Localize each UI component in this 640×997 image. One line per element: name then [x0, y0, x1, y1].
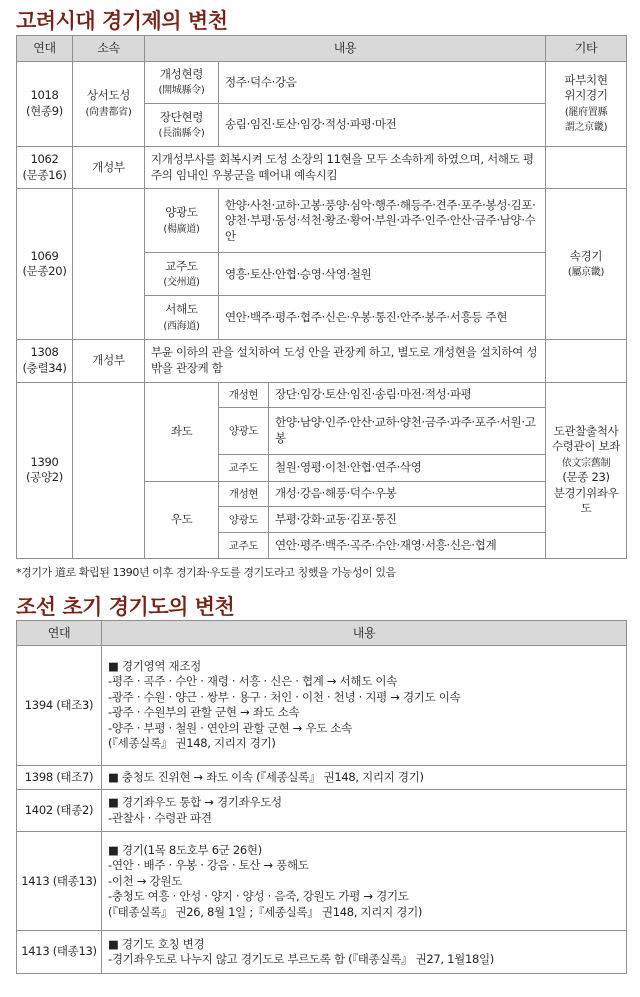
joseon-header-year: 연대 — [17, 621, 102, 646]
sub-gaeseong: 개성현령 (開城縣令) — [145, 61, 219, 103]
content-1069-2: 영흥·토산·안협·승영·삭영·철원 — [219, 253, 546, 296]
year-1018: 1018 (현종9) — [17, 61, 73, 146]
etc-1390: 도관찰출척사 수령관이 보좌 依文宗舊制 (문종 23) 분경기위좌우도 — [546, 382, 627, 558]
jwado-gyoju: 교주도 — [219, 454, 269, 481]
etc-1062 — [546, 147, 627, 189]
jwado-yanggwang-content: 한양·남양·인주·안산·교하·양천·금주·과주·포주·서원·고봉 — [269, 407, 546, 454]
sub-yanggwang: 양광도 (楊廣道) — [145, 189, 219, 253]
jwado-gyoju-content: 철원·영평·이천·안협·연주·삭영 — [269, 454, 546, 481]
content-1069-1: 한양·사천·교하·고봉·풍양·심악·행주·해등주·견주·포주·봉성·김포·양천·부평·동성·석천·황조·황어·부원·과주·인주·안산·금주·남양·수안 — [219, 189, 546, 253]
jwado-gaeseong: 개성현 — [219, 382, 269, 407]
affil-1390 — [73, 382, 145, 558]
header-affiliation: 소속 — [73, 36, 145, 62]
etc-1018: 파부치현 위지경기 (罷府置縣 謂之京畿) — [546, 61, 627, 146]
content-1018-2: 송림·임진·토산·임강·적성·파평·마전 — [219, 103, 546, 146]
header-year: 연대 — [17, 36, 73, 62]
content-1308: 부윤 이하의 관을 설치하여 도성 안을 관장케 하고, 별도로 개성현을 설치하여 성 밖을 관장케 함 — [145, 339, 546, 382]
affil-1069 — [73, 189, 145, 339]
goryeo-title: 고려시대 경기제의 변천 — [16, 9, 228, 33]
joseon-year-1394: 1394 (태조3) — [17, 646, 102, 765]
jwado-gaeseong-content: 장단·임강·토산·임진·송림·마전·적성·파평 — [269, 382, 546, 407]
year-1062: 1062 (문종16) — [17, 147, 73, 189]
udo-gyoju-content: 연안·평주·백주·곡주·수안·재영·서흥·신은·협계 — [269, 533, 546, 559]
joseon-year-1402: 1402 (태종2) — [17, 789, 102, 831]
header-etc: 기타 — [546, 36, 627, 62]
content-1062: 지개성부사를 회복시켜 도성 소장의 11현을 모두 소속하게 하였으며, 서해도 평주의 임내인 우봉군을 떼어내 예속시킴 — [145, 147, 546, 189]
header-content: 내용 — [145, 36, 546, 62]
jwado-yanggwang: 양광도 — [219, 407, 269, 454]
affil-1018: 상서도성 (尙書都省) — [73, 61, 145, 146]
joseon-content-1413-a: ■ 경기(1목 8도호부 6군 26현) -연안 · 배주 · 우봉 · 강음 · 토산 → 풍해도 -이천 → 강원도 -충청도 여흥 · 안성 · 양지 · 양성 · 음죽, 강원도 가평 → 경기도 (『태종실록』 권26, 8월 1일 ;『세종실록』 권148, 지리지 경기) — [102, 832, 627, 931]
joseon-title: 조선 초기 경기도의 변천 — [16, 595, 235, 619]
year-1390: 1390 (공양2) — [17, 382, 73, 558]
goryeo-footnote: *경기가 道로 확립된 1390년 이후 경기좌·우도를 경기도라고 칭했을 가능성이 있음 — [16, 566, 396, 579]
udo-gaeseong-content: 개성·강음·해풍·덕수·우봉 — [269, 481, 546, 507]
udo-yanggwang-content: 부평·강화·교동·김포·통진 — [269, 507, 546, 533]
joseon-header-content: 내용 — [102, 621, 627, 646]
goryeo-table — [16, 35, 627, 559]
jwado-label: 좌도 — [145, 382, 219, 481]
joseon-year-1413-b: 1413 (태종13) — [17, 931, 102, 974]
joseon-content-1402: ■ 경기좌우도 통합 → 경기좌우도성 -관찰사 · 수령관 파견 — [102, 789, 627, 831]
year-1308: 1308 (충렬34) — [17, 339, 73, 382]
year-1069: 1069 (문종20) — [17, 189, 73, 339]
affil-1308: 개성부 — [73, 339, 145, 382]
udo-gaeseong: 개성현 — [219, 481, 269, 507]
udo-gyoju: 교주도 — [219, 533, 269, 559]
sub-gyoju: 교주도 (交州道) — [145, 253, 219, 296]
udo-yanggwang: 양광도 — [219, 507, 269, 533]
content-1069-3: 연안·백주·평주·협주·신은·우봉·통진·안주·봉주·서흥등 주현 — [219, 296, 546, 339]
joseon-table — [16, 620, 627, 974]
udo-label: 우도 — [145, 481, 219, 558]
joseon-content-1413-b: ■ 경기도 호칭 변경 -경기좌우도로 나누지 않고 경기도로 부르도록 함 (『태종실록』 권27, 1월18일) — [102, 931, 627, 974]
content-1018-1: 정주·덕수·강음 — [219, 61, 546, 103]
joseon-year-1413-a: 1413 (태종13) — [17, 832, 102, 931]
joseon-year-1398: 1398 (태조7) — [17, 765, 102, 789]
etc-1069: 속경기 (屬京畿) — [546, 189, 627, 339]
etc-1308 — [546, 339, 627, 382]
sub-seohae: 서해도 (西海道) — [145, 296, 219, 339]
joseon-content-1394: ■ 경기영역 재조정 -평주 · 곡주 · 수안 · 재령 · 서흥 · 신은 · 협계 → 서해도 이속 -광주 · 수원 · 양근 · 쌍부 · 용구 · 처인 · 이천 · 천녕 · 지평 → 경기도 이속 -광주 · 수원부의 관할 군현 → 좌도 소속 -양주 · 부평 · 철원 · 연안의 관할 군현 → 우도 소속 (『세종실록』 권148, 지리지 경기) — [102, 646, 627, 765]
sub-jangdan: 장단현령 (長湍縣令) — [145, 103, 219, 146]
affil-1062: 개성부 — [73, 147, 145, 189]
joseon-content-1398: ■ 충청도 진위현 → 좌도 이속 (『세종실록』 권148, 지리지 경기) — [102, 765, 627, 789]
